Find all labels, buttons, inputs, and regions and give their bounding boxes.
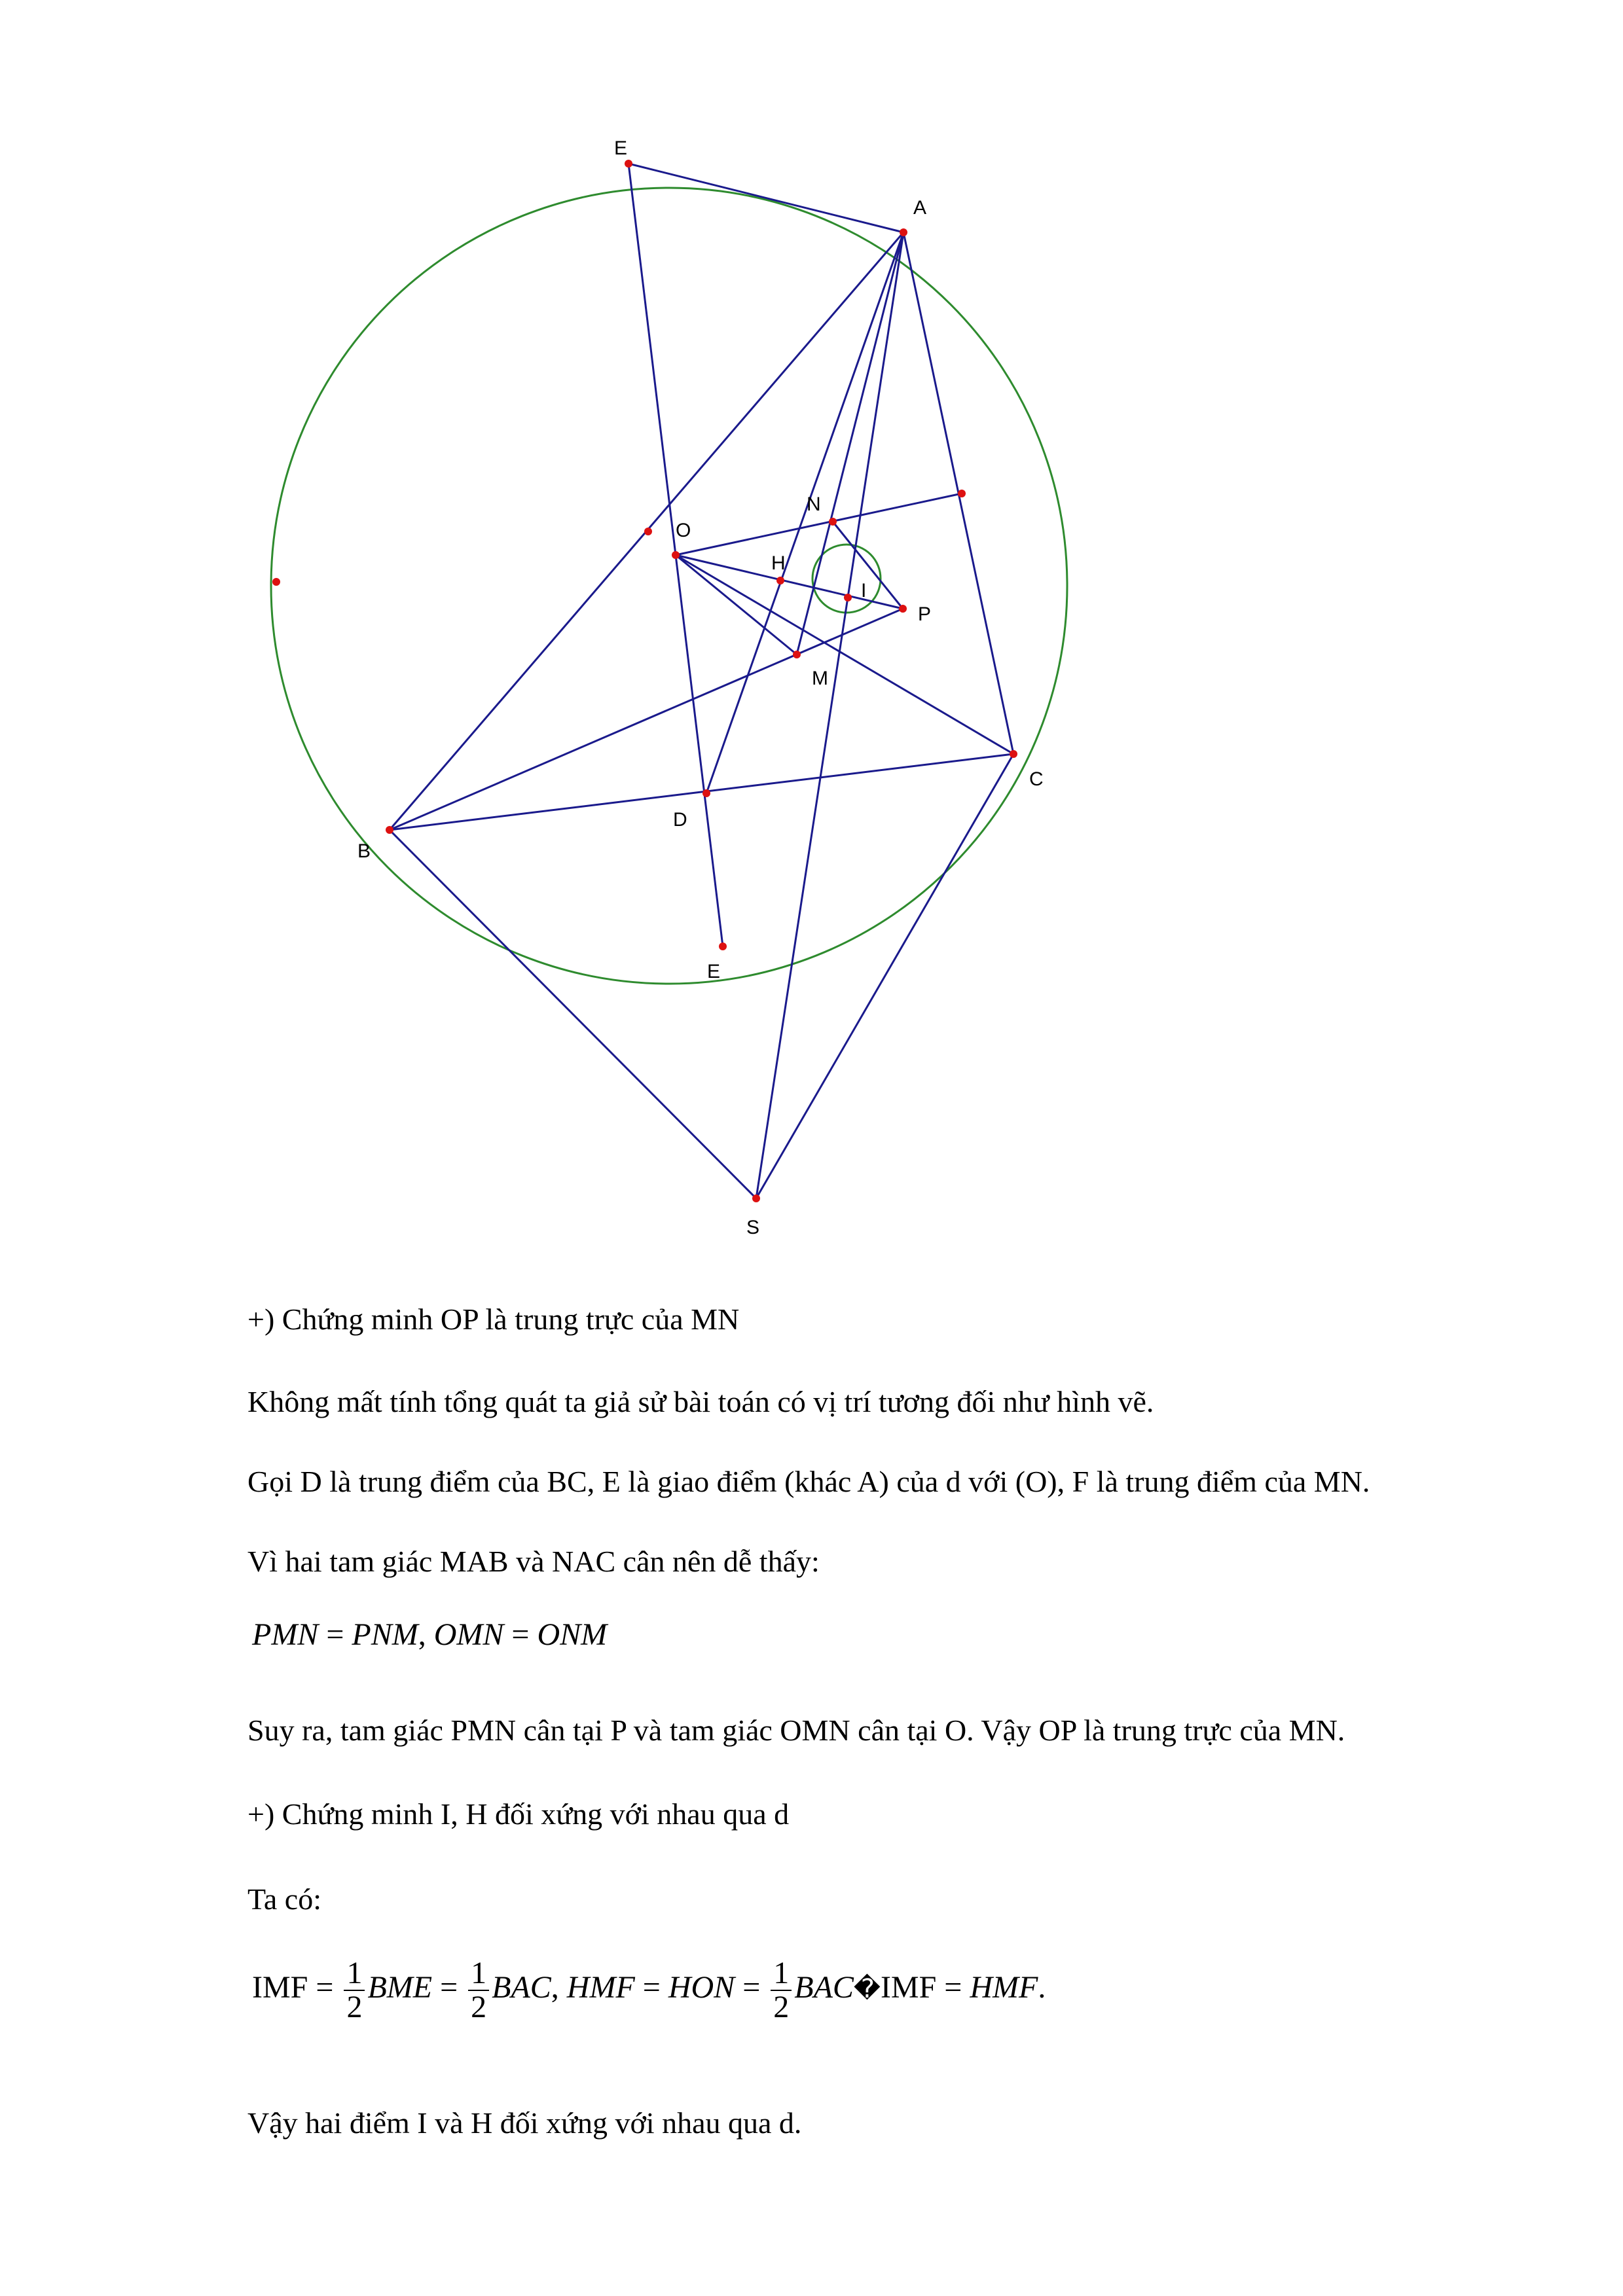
heading-op-perpendicular: +) Chứng minh OP là trung trực của MN [247,1302,740,1336]
paragraph-assumption: Không mất tính tổng quát ta giả sử bài toán có vị trí tương đối như hình vẽ. [247,1385,1154,1418]
label-B: B [357,840,371,862]
label-O: O [676,520,691,541]
circumcircle [271,188,1067,984]
label-H: H [771,552,786,574]
label-D: D [673,809,687,831]
equation-angles-1: PMN = PNM, OMN = ONM [252,1617,608,1652]
label-E-bottom: E [707,961,721,982]
label-C: C [1029,768,1044,790]
label-P: P [918,603,932,625]
heading-symmetric: +) Chứng minh I, H đối xứng với nhau qua d [247,1797,790,1831]
points [272,160,1017,1202]
segments [390,164,1013,1198]
label-N: N [807,493,821,515]
paragraph-conclusion-2: Vậy hai điểm I và H đối xứng với nhau qua d. [247,2106,802,2140]
paragraph-definitions: Gọi D là trung điểm của BC, E là giao điểm (khác A) của d với (O), F là trung điểm của MN. [247,1465,1370,1498]
label-A: A [913,197,927,219]
label-S: S [746,1217,760,1238]
label-I: I [861,580,867,601]
paragraph-ta-co: Ta có: [247,1882,322,1916]
label-M: M [812,668,828,689]
equation-angles-2: IMF = $\frac{1}{2}$ BME = $\frac{1}{2}$ BAC, HMF = HON = $\frac{1}{2}$ BAC�IMF = HMF. [252,1956,1046,2024]
paragraph-conclusion-1: Suy ra, tam giác PMN cân tại P và tam giác OMN cân tại O. Vậy OP là trung trực của MN. [247,1713,1345,1747]
label-E-top: E [614,137,628,159]
paragraph-isosceles: Vì hai tam giác MAB và NAC cân nên dễ thấy: [247,1545,820,1578]
